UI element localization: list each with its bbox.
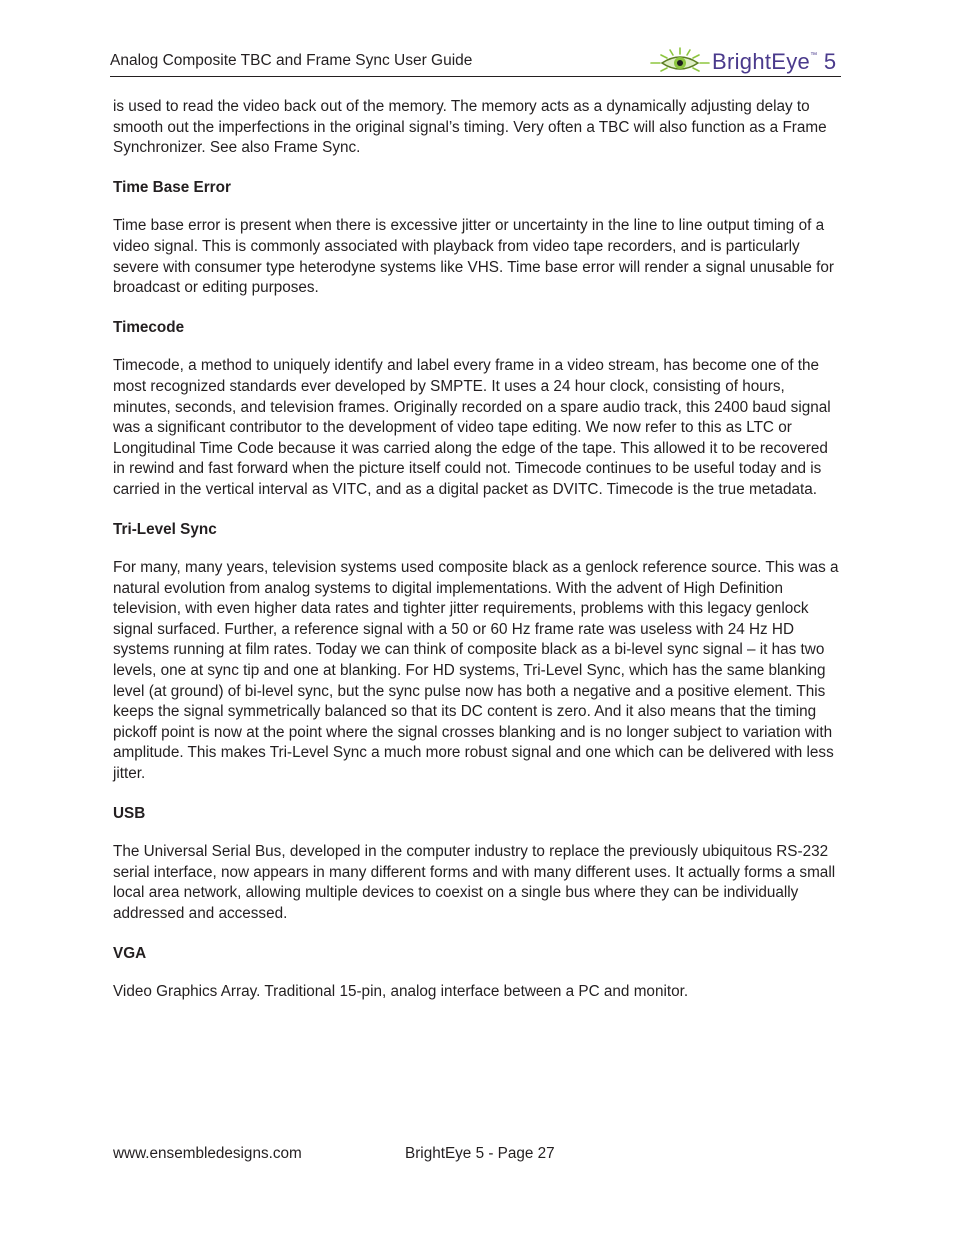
footer-website-link[interactable]: www.ensembledesigns.com [113,1145,302,1162]
section-heading-timecode: Timecode [113,318,185,336]
page-content [113,97,841,1003]
section-text-vga: Video Graphics Array. Traditional 15-pin, analog interface between a PC and monitor. [113,983,689,1001]
section-text-time-base-error: Time base error is present when there is excessive jitter or uncertainty in the line to line output timing of a video signal. This is commonly associated with playback from video tape recorders, and is particularly severe with consumer type heterodyne systems like VHS. Time base error will render a signal unusable for broadcast or editing purposes. [113,217,834,297]
intro-paragraph: is used to read the video back out of the memory. The memory acts as a dynamically adjusting delay to smooth out the imperfections in the original signal’s timing. Very often a TBC will also function as a Frame Synchronizer. See also Frame Sync. [113,98,827,157]
section-heading-usb: USB [113,804,146,822]
logo-wordmark: BrightEye™ 5 [712,49,837,74]
section-heading-tri-level-sync: Tri-Level Sync [113,520,217,538]
section-text-usb: The Universal Serial Bus, developed in the computer industry to replace the previously ubiquitous RS-232 serial interface, now appears in many different forms and with many different uses. It actually forms a small local area network, allowing multiple devices to coexist on a single bus where they can be individually addressed and accessed. [113,843,836,922]
section-text-tri-level-sync: For many, many years, television systems used composite black as a genlock reference source. This was a natural evolution from analog systems to digital implementations. With the advent of High Definition television, with even higher data rates and tighter jitter requirements, problems with this legacy genlock signal surfaced. Further, a reference signal with a 50 or 60 Hz frame rate was useless with 24 Hz HD systems running at film rates. Today we can think of composite black as a bi-level sync signal – it has two levels, one at sync tip and one at blanking. For HD systems, Tri-Level Sync, which has the same blanking level (at ground) of bi-level sync, but the sync pulse now has both a negative and a positive element. This keeps the signal symmetrically balanced so that its DC content is zero. And it also means that the timing pickoff point is now at the point where the signal crosses blanking and is no longer subject to variation with amplitude. This makes Tri-Level Sync a much more robust signal and one which can be delivered with less jitter. [113,559,839,783]
eye-icon [648,46,712,78]
footer-page-number: BrightEye 5 - Page 27 [405,1145,555,1162]
section-text-timecode: Timecode, a method to uniquely identify and label every frame in a video stream, has become one of the most recognized standards ever developed by SMPTE. It uses a 24 hour clock, consisting of hours, minutes, seconds, and television frames. Originally recorded on a spare audio track, this 2400 baud signal was a significant contributor to the development of video tape editing. We now refer to this as LTC or Longitudinal Time Code because it was carried along the edge of the tape. This allowed it to be recovered in rewind and fast forward when the picture itself could not. Timecode continues to be useful today and is carried in the vertical interval as VITC, and as a digital packet as DVITC. Timecode is the true metadata. [113,357,831,498]
brighteye-logo [648,46,842,78]
section-heading-vga: VGA [113,944,147,962]
document-title: Analog Composite TBC and Frame Sync User Guide [110,52,473,69]
header-divider [110,76,841,77]
section-heading-time-base-error: Time Base Error [113,178,231,196]
